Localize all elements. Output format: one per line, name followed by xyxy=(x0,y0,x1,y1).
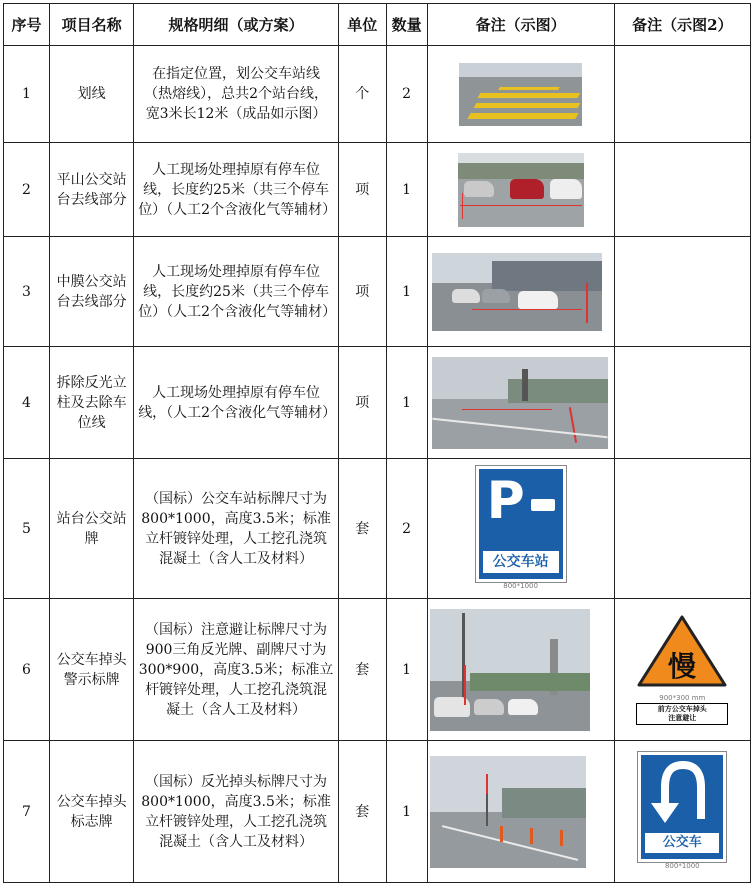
table-row xyxy=(4,237,751,347)
parking-letter: P xyxy=(486,471,525,531)
bus-stop-sign-size: 800*1000 xyxy=(503,582,538,590)
remark2-sign-cell xyxy=(614,741,750,883)
warning-char: 慢 xyxy=(668,650,697,683)
row-no: 4 xyxy=(4,347,50,459)
col-header-spec: 规格明细（或方案） xyxy=(134,4,339,46)
row-no: 5 xyxy=(4,459,50,599)
col-header-name: 项目名称 xyxy=(50,4,134,46)
remark2-empty xyxy=(614,347,750,459)
remark2-empty xyxy=(614,237,750,347)
parked-cars-photo xyxy=(458,153,584,227)
row-unit: 项 xyxy=(338,237,386,347)
warning-triangle-icon xyxy=(636,614,728,688)
row-spec: （国标）公交车站标牌尺寸为800*1000，高度3.5米；标准立杆镀锌处理，人工挖孔浇筑混凝土（含人工及材料） xyxy=(134,459,339,599)
col-header-qty: 数量 xyxy=(386,4,427,46)
row-no: 1 xyxy=(4,46,50,143)
remark-photo-cell xyxy=(427,347,614,459)
quotation-table xyxy=(3,3,751,883)
row-unit: 套 xyxy=(338,459,386,599)
row-spec: 人工现场处理掉原有停车位线，（人工2个含液化气等辅材） xyxy=(134,347,339,459)
uturn-arrow-icon xyxy=(641,757,723,827)
warning-sub-plate xyxy=(636,703,728,725)
row-unit: 套 xyxy=(338,741,386,883)
row-unit: 项 xyxy=(338,143,386,237)
row-qty: 2 xyxy=(386,46,427,143)
table-row xyxy=(4,599,751,741)
bus-stop-sign-text: 公交车站 xyxy=(483,551,559,573)
reflective-post-photo xyxy=(432,357,608,449)
row-name: 站台公交站牌 xyxy=(50,459,134,599)
row-name: 中膜公交站台去线部分 xyxy=(50,237,134,347)
table-row xyxy=(4,459,751,599)
row-qty: 2 xyxy=(386,459,427,599)
header-row xyxy=(4,4,751,46)
row-name: 划线 xyxy=(50,46,134,143)
row-spec: 人工现场处理掉原有停车位线，长度约25米（共三个停车位）（人工2个含液化气等辅材） xyxy=(134,237,339,347)
table-row xyxy=(4,46,751,143)
table-row xyxy=(4,741,751,883)
roadside-parking-photo xyxy=(432,253,602,331)
row-spec: （国标）注意避让标牌尺寸为900三角反光牌、副牌尺寸为300*900，高度3.5米；标准立杆镀锌处理，人工挖孔浇筑混凝土（含人工及材料） xyxy=(134,599,339,741)
row-no: 7 xyxy=(4,741,50,883)
warning-sub-line2: 注意避让 xyxy=(668,714,697,722)
row-name: 平山公交站台去线部分 xyxy=(50,143,134,237)
road-marking-photo xyxy=(459,63,582,126)
remark-photo-cell xyxy=(427,741,614,883)
row-name: 公交车掉头标志牌 xyxy=(50,741,134,883)
row-qty: 1 xyxy=(386,741,427,883)
remark2-empty xyxy=(614,143,750,237)
remark-photo-cell xyxy=(427,143,614,237)
remark-photo-cell xyxy=(427,599,614,741)
remark2-sign-cell xyxy=(614,599,750,741)
row-qty: 1 xyxy=(386,599,427,741)
col-header-remark2: 备注（示图2） xyxy=(614,4,750,46)
remark2-empty xyxy=(614,46,750,143)
row-name: 拆除反光立柱及去除车位线 xyxy=(50,347,134,459)
col-header-no: 序号 xyxy=(4,4,50,46)
col-header-remark: 备注（示图） xyxy=(427,4,614,46)
uturn-sign-text: 公交车 xyxy=(645,833,719,853)
bus-icon xyxy=(531,499,555,511)
col-header-unit: 单位 xyxy=(338,4,386,46)
table-row xyxy=(4,143,751,237)
row-unit: 个 xyxy=(338,46,386,143)
row-spec: 在指定位置，划公交车站线（热熔线），总共2个站台线，宽3米长12米（成品如示图） xyxy=(134,46,339,143)
warning-sub-line1: 前方公交车掉头 xyxy=(657,705,707,713)
row-qty: 1 xyxy=(386,143,427,237)
uturn-sign xyxy=(638,752,726,862)
uturn-site-photo xyxy=(430,609,590,731)
row-unit: 套 xyxy=(338,599,386,741)
bus-stop-sign xyxy=(476,466,566,582)
row-name: 公交车掉头警示标牌 xyxy=(50,599,134,741)
row-no: 3 xyxy=(4,237,50,347)
remark-photo-cell xyxy=(427,46,614,143)
warning-sign xyxy=(636,614,728,725)
row-qty: 1 xyxy=(386,347,427,459)
remark2-empty xyxy=(614,459,750,599)
remark-photo-cell xyxy=(427,237,614,347)
table-row xyxy=(4,347,751,459)
row-qty: 1 xyxy=(386,237,427,347)
uturn-location-photo xyxy=(430,756,586,868)
remark-sign-cell xyxy=(427,459,614,599)
row-spec: 人工现场处理掉原有停车位线，长度约25米（共三个停车位）（人工2个含液化气等辅材） xyxy=(134,143,339,237)
warning-sign-size: 900*300 mm xyxy=(659,694,706,702)
row-spec: （国标）反光掉头标牌尺寸为800*1000，高度3.5米；标准立杆镀锌处理，人工挖孔浇筑混凝土（含人工及材料） xyxy=(134,741,339,883)
row-unit: 项 xyxy=(338,347,386,459)
uturn-sign-size: 800*1000 xyxy=(664,862,700,870)
row-no: 6 xyxy=(4,599,50,741)
row-no: 2 xyxy=(4,143,50,237)
